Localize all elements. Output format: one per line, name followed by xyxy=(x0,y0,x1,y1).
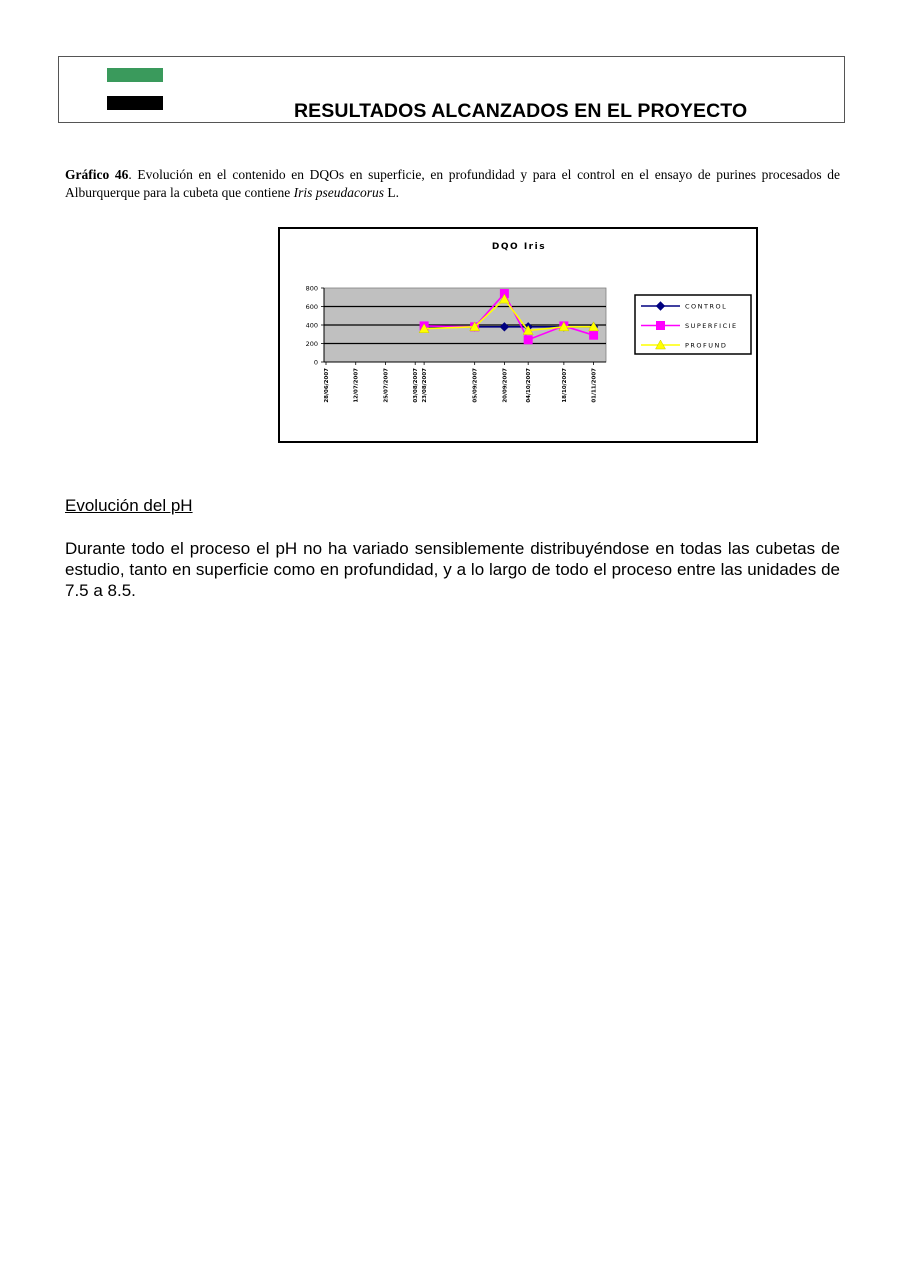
x-tick-label: 04/10/2007 xyxy=(526,368,533,403)
caption-text: . Evolución en el contenido en DQOs en superficie, en profundidad y para el control en el ensayo de purines procesados de Alburquerque para la cubeta que contiene xyxy=(65,167,841,200)
marker-square xyxy=(524,336,532,344)
x-tick-label: 01/11/2007 xyxy=(591,368,598,403)
y-tick-label: 200 xyxy=(305,340,318,348)
legend-label: PROFUND xyxy=(685,341,728,350)
section-paragraph: Durante todo el proceso el pH no ha variado sensiblemente distribuyéndose en todas las cubetas de estudio, tanto en superficie como en profundidad, y a lo largo de todo el proceso entre las unidades de 7.5 a 8.5. xyxy=(65,539,840,600)
flag-black-stripe xyxy=(107,96,163,110)
section-title: Evolución del pH xyxy=(65,496,193,515)
header-title: RESULTADOS ALCANZADOS EN EL PROYECTO xyxy=(294,100,748,122)
caption-suffix: L. xyxy=(384,185,400,200)
x-tick-label: 12/07/2007 xyxy=(353,368,360,403)
x-tick-label: 03/08/2007 xyxy=(413,368,420,403)
chart-title: DQO Iris xyxy=(491,242,547,252)
x-tick-label: 25/07/2007 xyxy=(383,368,390,403)
marker-square xyxy=(657,322,665,330)
x-tick-label: 05/09/2007 xyxy=(472,368,479,403)
legend-label: CONTROL xyxy=(685,302,728,311)
y-tick-label: 800 xyxy=(305,284,318,293)
dqo-line-chart xyxy=(280,229,756,441)
figure-caption xyxy=(65,166,840,202)
page-header xyxy=(58,56,845,123)
caption-species: Iris pseudacorus xyxy=(293,185,385,200)
chart-frame xyxy=(278,227,758,443)
y-tick-label: 600 xyxy=(305,303,318,311)
y-tick-label: 0 xyxy=(313,358,318,367)
caption-label: Gráfico 46 xyxy=(65,167,129,182)
y-tick-label: 400 xyxy=(305,321,318,330)
x-tick-label: 20/09/2007 xyxy=(502,368,509,403)
x-tick-label: 23/08/2007 xyxy=(422,368,429,403)
x-tick-label: 18/10/2007 xyxy=(561,368,568,403)
legend-label: SUPERFICIE xyxy=(685,322,738,330)
flag-green-stripe xyxy=(107,68,163,82)
marker-square xyxy=(590,331,598,339)
x-tick-label: 28/06/2007 xyxy=(324,368,330,403)
